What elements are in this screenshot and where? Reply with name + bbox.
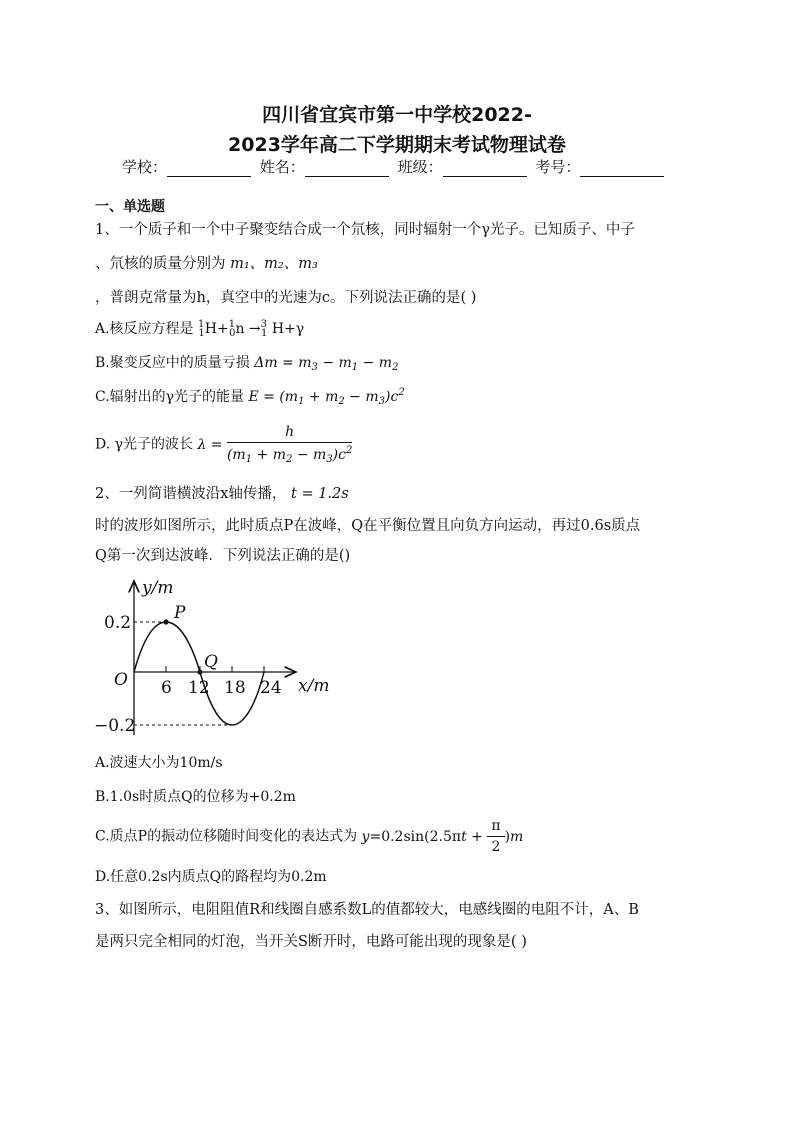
mass-defect-formula: $\Delta m = m_3 - m_1 - m_2$ (254, 355, 399, 373)
exam-title-line1: 四川省宜宾市第一中学校2022- (262, 104, 532, 126)
x-tick-24: 24 (260, 678, 282, 698)
point-q-label: Q (204, 652, 218, 672)
q1-option-a[interactable]: A.核反应方程是 $^1_1$H+$^1_0$n →$^3_1$ H+γ (95, 319, 305, 339)
photon-energy-formula: $E = (m_1 + m_2 - m_3)c^2$ (248, 387, 405, 407)
vibration-formula: y=0.2sin(2.5πt + $\frac{\pi}{2}$ )m (361, 818, 524, 855)
q2-option-b[interactable]: B.1.0s时质点Q的位移为+0.2m (95, 789, 296, 805)
q2-stem-line1: 2、一列简谐横波沿x轴传播， t = 1.2s (95, 486, 349, 502)
exam-number-label: 考号： (535, 158, 581, 176)
q1-masses: m₁、m₂、m₃ (230, 256, 318, 272)
nuclear-equation: $^1_1$H+$^1_0$n →$^3_1$ H+γ (198, 319, 305, 339)
q1-option-b[interactable]: B.聚变反应中的质量亏损 $\Delta m = m_3 - m_1 - m_2$ (95, 355, 399, 373)
q1-stem-line2: 、氘核的质量分别为 m₁、m₂、m₃ (95, 256, 318, 272)
x-axis-label: x/m (298, 676, 330, 696)
class-label: 班级： (397, 158, 443, 176)
exam-title-line2: 2023学年高二下学期期末考试物理试卷 (228, 134, 566, 156)
name-blank[interactable] (305, 162, 389, 177)
y-tick-positive: 0.2 (104, 613, 132, 633)
student-info-fields (122, 156, 668, 177)
x-tick-18: 18 (224, 678, 246, 698)
origin-label: O (114, 670, 128, 690)
point-p (163, 619, 168, 624)
section-title: 一、单选题 (95, 199, 165, 215)
y-axis-label: y/m (142, 578, 174, 598)
q1-stem-line1: 1、一个质子和一个中子聚变结合成一个氘核，同时辐射一个γ光子。已知质子、中子 (95, 222, 635, 238)
q2-stem-line2: 时的波形如图所示，此时质点P在波峰，Q在平衡位置且向负方向运动，再过0.6s质点 (95, 518, 641, 534)
class-blank[interactable] (443, 162, 527, 177)
x-tick-6: 6 (161, 678, 172, 698)
q2-option-c[interactable]: C.质点P的振动位移随时间变化的表达式为 y=0.2sin(2.5πt + $\frac{\pi}{2}$ )m (95, 818, 524, 855)
q2-option-d[interactable]: D.任意0.2s内质点Q的路程均为0.2m (95, 869, 327, 885)
x-tick-12: 12 (188, 678, 210, 698)
q1-option-c[interactable]: C.辐射出的γ光子的能量 $E = (m_1 + m_2 - m_3)c^2$ (95, 387, 405, 407)
school-label: 学校： (122, 158, 168, 176)
q2-option-a[interactable]: A.波速大小为10m/s (95, 755, 223, 771)
name-label: 姓名： (259, 158, 305, 176)
q3-stem-line2: 是两只完全相同的灯泡，当开关S断开时，电路可能出现的现象是( ) (95, 934, 527, 950)
wavelength-formula: λ = $\frac{h}{(m_1 + m_2 - m_3)c^2}$ (197, 424, 353, 465)
q2-stem-line3: Q第一次到达波峰．下列说法正确的是() (95, 548, 351, 564)
point-q (197, 669, 202, 674)
wave-graph (94, 575, 350, 745)
school-blank[interactable] (167, 162, 251, 177)
q1-option-d[interactable]: D. γ光子的波长 λ = $\frac{h}{(m_1 + m_2 - m_3)c^2}$ (95, 424, 353, 465)
q2-time: t = 1.2s (291, 486, 349, 502)
q3-stem-line1: 3、如图所示，电阻阻值R和线圈自感系数L的值都较大，电感线圈的电阻不计，A、B (95, 902, 639, 918)
q1-stem-line3: ，普朗克常量为h，真空中的光速为c。下列说法正确的是( ) (95, 290, 477, 306)
point-p-label: P (174, 603, 186, 623)
y-tick-negative: −0.2 (94, 716, 136, 736)
exam-number-blank[interactable] (580, 162, 664, 177)
